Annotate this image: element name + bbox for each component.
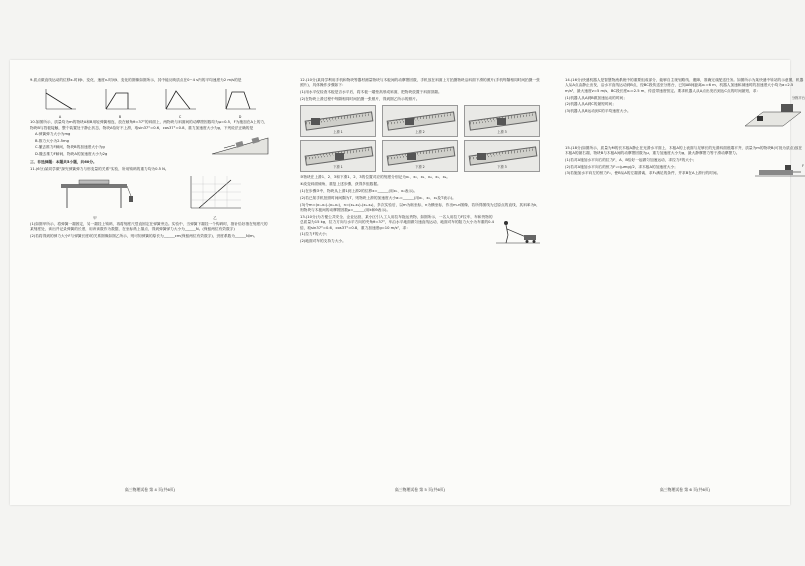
q9-stem: 9.质点做直线运动的位移x-时间t、变化、速度v-时间t、变化的图像如图所示，其中能反映质点在0~4 s内的平均速度为2 m/s的是 — [30, 78, 242, 82]
q12-sub6: (2)若已知手机拍照时间间隔为T，则物块上滑的加速度大小a₁=______(用x₁、x₂、x₃及T表示)。 — [300, 195, 456, 200]
q14-block — [565, 96, 805, 132]
q12-photo-down-2: 下滑 2 — [382, 140, 458, 172]
page-4-footer: 高三物理试卷 第 4 页(共6页) — [124, 486, 176, 492]
q9-graph-b: B — [102, 85, 138, 120]
page-4 — [30, 78, 270, 498]
q10-option-a: A.弹簧弹力大小为mg — [35, 132, 71, 137]
q9-graphs — [30, 85, 270, 120]
q11-figures — [30, 174, 270, 222]
q15-force-label: F — [802, 163, 804, 168]
q12-sub4: ④改变斜面倾角，重复上述步骤，获得多组数据。 — [300, 182, 381, 187]
q15-stem: 15.(18分)如图所示，质量为M的长木板A静止在光滑水平面上，木板A的上表面与足够长的光滑斜面底端平齐，质量为m的物块B(可视为质点)放在木板A的最右端，物块B与木板A间的动摩擦因数为μ，重力加速度大小为g，最大静摩擦力等于滑动摩擦力。 — [565, 145, 803, 156]
q12-photo-grid — [300, 105, 540, 172]
q15-sub1: (1)若对A施加水平向右的拉力F，A、B恰好一起做匀加速运动，求拉力F的大小； — [565, 157, 697, 162]
q11-stem: 11.(6分)某同学做"探究弹簧弹力与形变量的关系"实验，所用钩码的重力均为0.5 N。 — [30, 166, 169, 171]
page-6-footer: 高三物理试卷 第 6 页(共6页) — [659, 486, 711, 492]
q12-stem: 12.(10分)某同学利用手机和物块等器材测量物块与木板间的动摩擦因数，手机放在斜面上方拍摄物块沿斜面下滑的照片(手机每隔相同时间拍摄一张照片)，具体操作步骤如下： — [300, 78, 540, 88]
q15-block — [565, 158, 805, 178]
q14-figure — [743, 96, 805, 132]
q13-stem: 13.(10分)为方便公共安全、企业运营，某小区引入工人用拉车拖运货物，如图所示，一名人用拉力F拉车，车和货物的总质量为15 kg，拉力方向与水平方向的夹角θ=37°，车沿水平地面做匀速直线运动，地面对车的阻力大小为车重的0.4倍，取sin37°=0.6，cos37°=0.8，重力加速度g=10 m/s²，求： — [300, 214, 495, 230]
page-5-footer: 高三物理试卷 第 5 页(共6页) — [394, 486, 446, 492]
q10-body — [30, 132, 270, 158]
q12-sub5: (1)在步骤③中，物块从上滑1到上滑2的位移x=______(用x₁、x₂表示)。 — [300, 189, 418, 193]
q12-sub7: (3)令m=(x₁-x₂)-(x₃-x₂)，n=(x₆-x₅)-(x₅-x₄)，多次实验后，以m为纵坐标，n为横坐标，作出m-n图像，若所得图线为过原点的直线，其斜率为k，则物块与木板间的动摩擦因数μ=______(用k和θ表示)。 — [300, 202, 540, 212]
q10-option-b: B.推力大小为2.5mg — [35, 138, 69, 143]
q13-sub2: (2)地面对车的支持力大小。 — [300, 239, 346, 244]
q13-cart-figure — [496, 215, 540, 245]
q14-sub1: (1)机器人从A到B做加速运动的时间； — [565, 95, 627, 100]
q11-figure-yi: 乙 — [185, 174, 245, 222]
q14-figure-label: 分拣平台 — [791, 95, 805, 100]
q12-photo-up-2: 上滑 2 — [382, 105, 458, 137]
q9-graph-d: D — [222, 85, 258, 120]
exam-sheet — [10, 60, 805, 505]
q12-photo-up-3: 上滑 3 — [464, 105, 540, 137]
q15-sub2: (2)若对A施加水平向右的恒力F₁=(μmg)/2，求木板A的加速度大小； — [565, 164, 678, 169]
q11-sub2: (2)若将得到的弹力大小F与弹簧长度l的关系图像如图乙所示，则可知弹簧的原长为______cm(保留两位有效数字)，劲度系数为______N/m。 — [30, 233, 258, 238]
q14-stem: 14.(16分)快递机器人是智慧物流系统中的重要组成部分，能够自主规划路线、避障，准确完成配送任务。如图所示为某快递中转站的示意图，机器人从A点由静止出发，沿水平直线运动到B点，经BC段传送至分拣台，已知AB间距离x₁=6 m，机器人加速和减速时的加速度大小均为a=2.5 m/s²，最大速度v=5 m/s，BC段长度x₂=2.5 m，传送带速度恒定。要求机器人从A点出发后到达C点的时间最短，求： — [565, 78, 804, 93]
q12-sub2: (2)在物块上滑过程中每隔相同时间拍摄一张照片，得到图乙所示的照片。 — [300, 97, 420, 101]
q10-option-d: D.撤去推力F瞬间，物块A的加速度大小为2g — [35, 151, 108, 156]
page-6 — [565, 78, 805, 498]
q9-graph-a: A — [42, 85, 78, 120]
q15-figure — [755, 158, 805, 178]
q11-figure-jia: 甲 — [55, 174, 135, 222]
q13-block — [300, 215, 540, 246]
q12-sub3: ③物块在上滑1、2、3和下滑1、2、3的位置对应的刻度分别记为x₁、x₂、x₃、x₄、x₅、x₆。 — [300, 175, 450, 180]
section-3-heading: 三、非选择题：本题共5小题，共60分。 — [30, 160, 97, 165]
q10-stem: 10.如图所示，质量均为m的物块A和B用轻弹簧相连，放在倾角θ=37°的斜面上，两物块与斜面间的动摩擦因数均为μ=0.5，F为施加在A上的力，物块B与挡板接触，整个装置处于静止状态，物块A恰好不上滑，取sin37°=0.6，cos37°=0.8，重力加速度大小为g，下列说法正确的是 — [30, 120, 268, 130]
q15-sub3: (3)若施加水平向左的恒力F₂，使B从A的左端滑离，求F₂满足的条件，并求B在A上滑行的时间。 — [565, 171, 721, 176]
q14-sub2: (2)机器人从A到C的最短时间； — [565, 102, 616, 107]
q9-graph-c: C — [162, 85, 198, 120]
q10-option-c: C.撤去推力F瞬间，物块B的加速度大小为g — [35, 145, 105, 150]
q11-sub1: (1)如图甲所示，将弹簧一端固定，另一端挂上钩码，再将刻度尺竖直固定在弹簧旁边。实验中，当弹簧下端挂一个钩码时，指针恰好指在刻度尺的某刻度处，读出并记录弹簧的长度，用该读数作为数据，在坐标纸上描点，得到弹簧弹力大小为______N。(保留两位有效数字) — [30, 221, 268, 231]
q12-sub1: (1)用水平仪检查木板是否水平后，将木板一端垫高形成斜面，把物块放置于斜面顶端。 — [300, 90, 442, 95]
q12-photo-down-3: 下滑 3 — [464, 140, 540, 172]
q13-sub1: (1)拉力F的大小； — [300, 232, 330, 237]
q10-incline-figure — [210, 132, 270, 156]
q14-sub3: (3)机器人从B运动到C的平均速度大小。 — [565, 109, 631, 114]
q12-photo-down-1: 下滑 1 — [300, 140, 376, 172]
q12-photo-up-1: 上滑 1 — [300, 105, 376, 137]
page-5 — [300, 78, 540, 498]
